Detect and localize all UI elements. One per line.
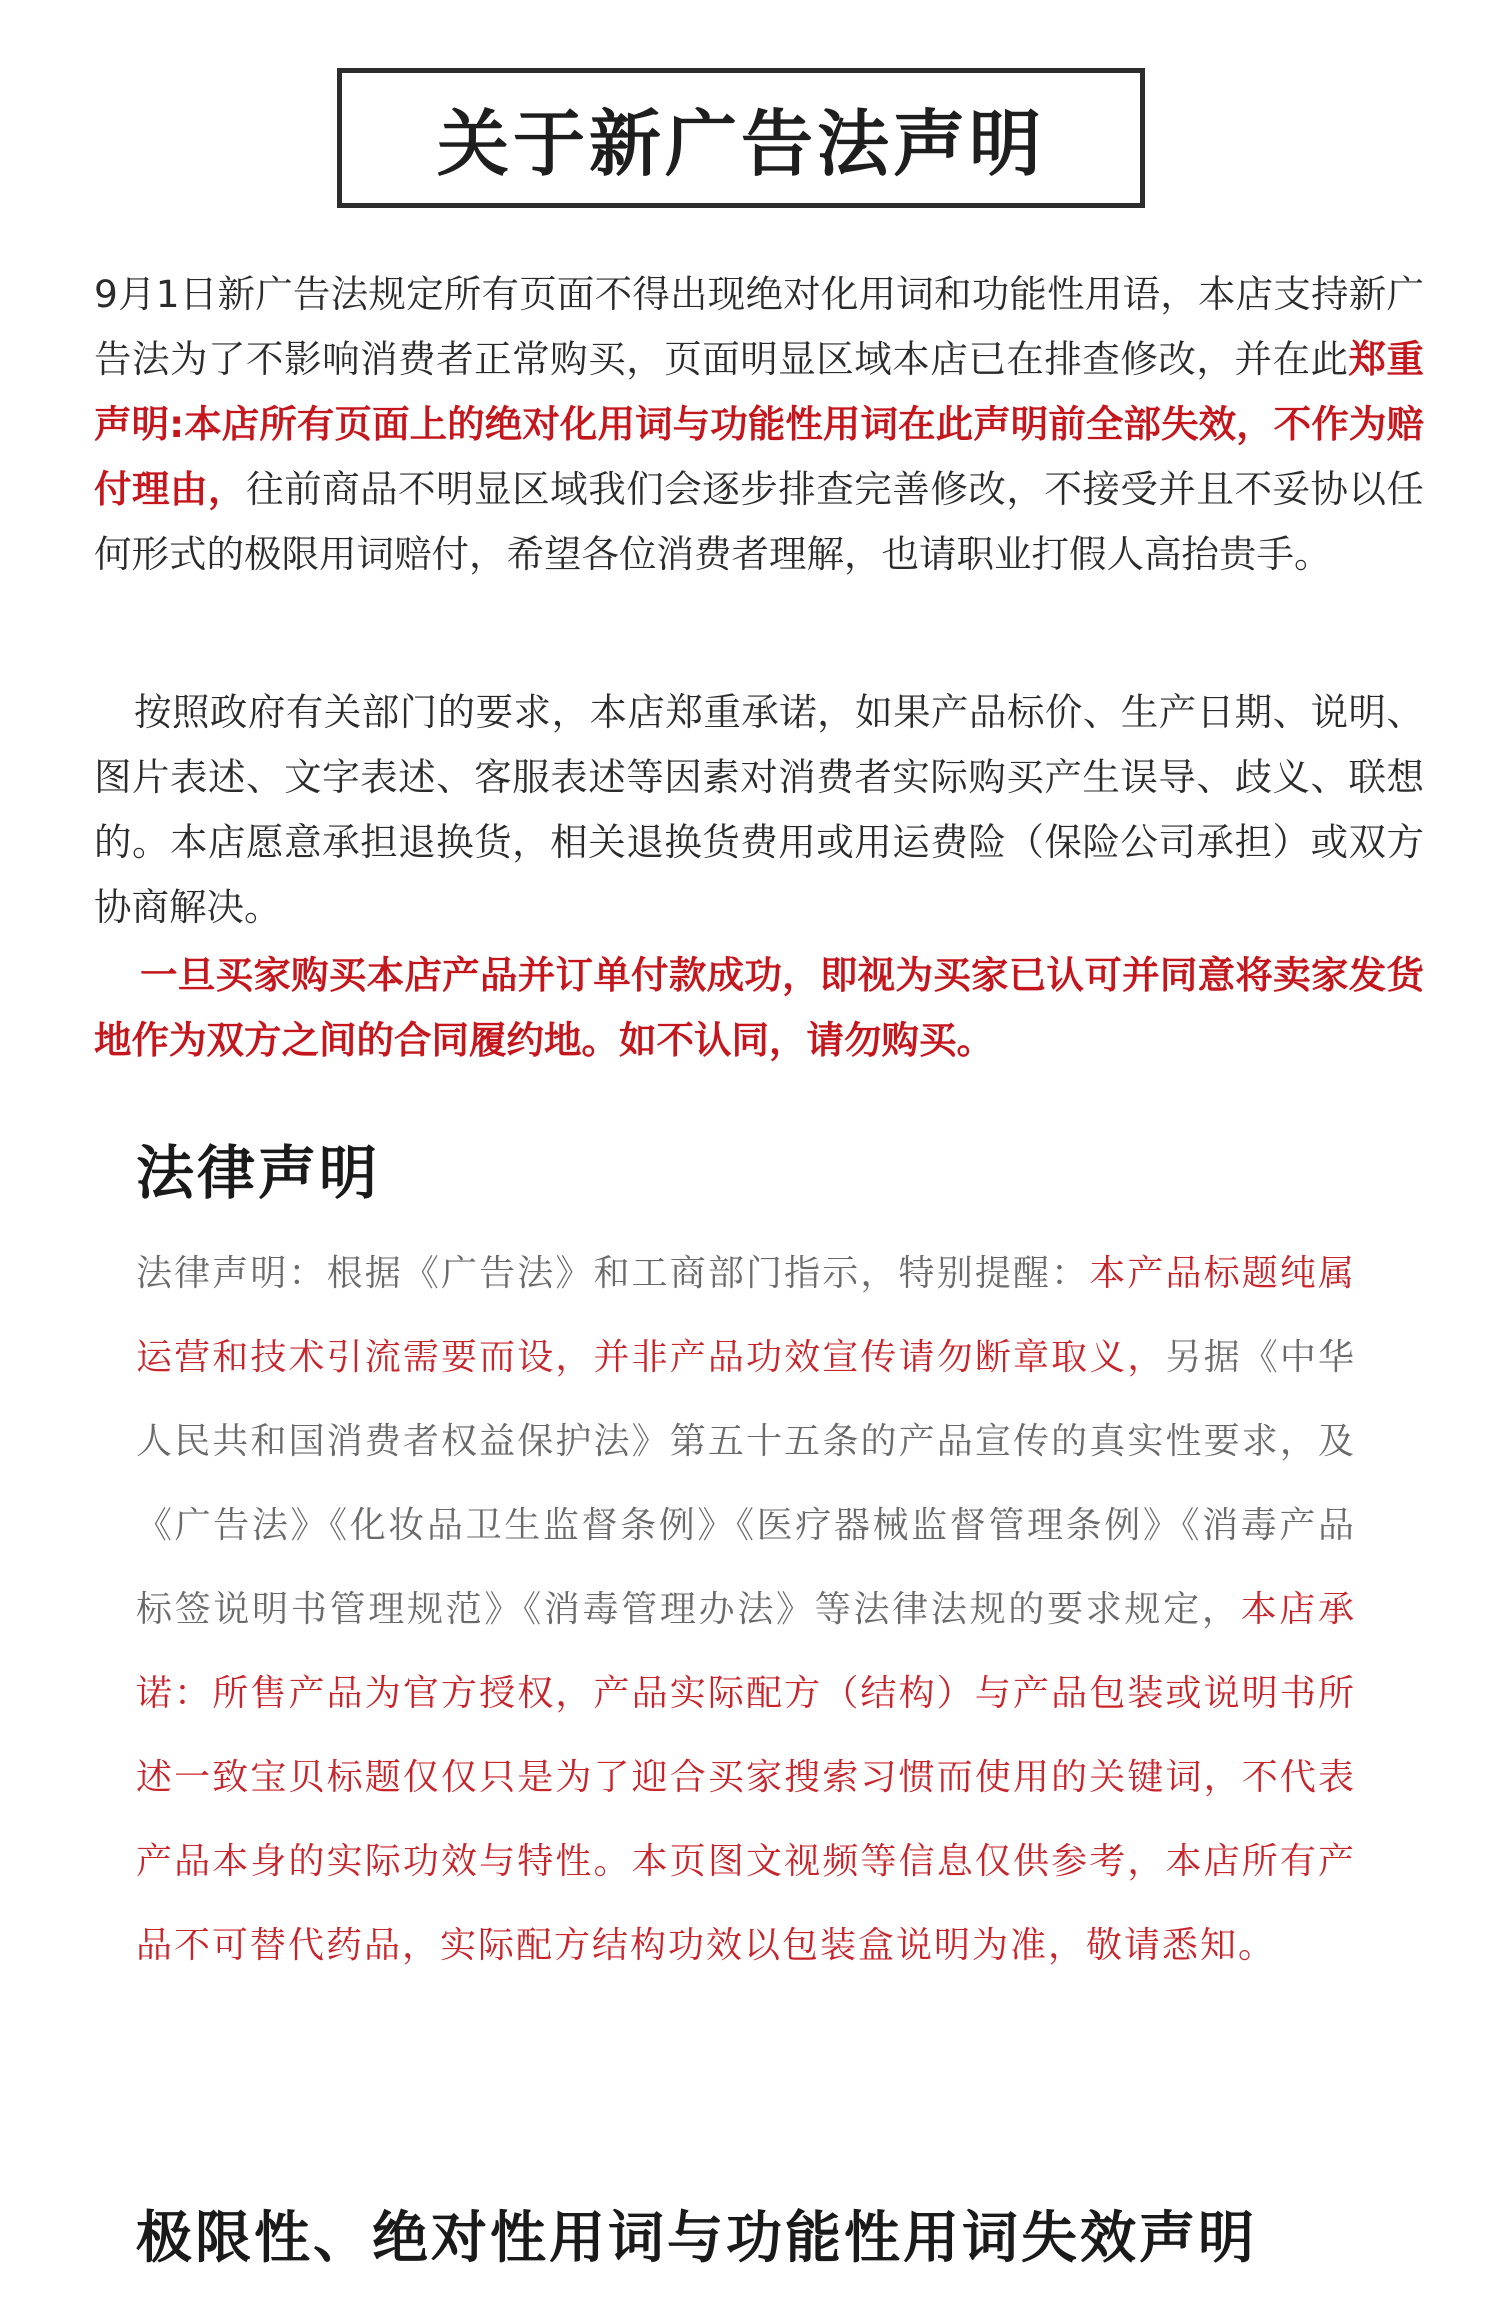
extreme-words-heading: 极限性、绝对性用词与功能性用词失效声明 — [136, 2205, 1257, 2271]
notice-paragraph — [94, 262, 1424, 587]
page-title: 关于新广告法声明 — [436, 102, 1045, 186]
legal-statement — [136, 1232, 1356, 1988]
legal-title-disclaimer: 本产品标题纯属运营和技术引流需要而设，并非产品功效宣传请勿断章取义， — [136, 1253, 1356, 1378]
notice-declaration-red: 郑重声明:本店所有页面上的绝对化用词与功能性用词在此声明前全部失效，不作为赔付理由， — [94, 337, 1424, 511]
notice-text-continued: 往前商品不明显区域我们会逐步排查完善修改，不接受并且不妥协以任何形式的极限用词赔付，希望各位消费者理解，也请职业打假人高抬贵手。 — [94, 467, 1425, 576]
legal-store-promise: 本店承诺：所售产品为官方授权，产品实际配方（结构）与产品包装或说明书所述一致宝贝标题仅仅只是为了迎合买家搜索习惯而使用的关键词，不代表产品本身的实际功效与特性。本页图文视频等信息仅供参考，本店所有产品不可替代药品，实际配方结构功效以包装盒说明为准，敬请悉知。 — [136, 1589, 1356, 1966]
notice-text: 9月1日新广告法规定所有页面不得出现绝对化用词和功能性用语，本店支持新广告法为了不影响消费者正常购买，页面明显区域本店已在排查修改，并在此 — [94, 272, 1424, 381]
legal-intro: 法律声明：根据《广告法》和工商部门指示，特别提醒： — [136, 1253, 1090, 1294]
legal-heading: 法律声明 — [136, 1139, 381, 1207]
commitment-paragraph: 按照政府有关部门的要求，本店郑重承诺，如果产品标价、生产日期、说明、图片表述、文字表述、客服表述等因素对消费者实际购买产生误导、歧义、联想的。本店愿意承担退换货，相关退换货费用或用运费险（保险公司承担）或双方协商解决。 — [94, 690, 1424, 929]
legal-regulations: 另据《中华人民共和国消费者权益保护法》第五十五条的产品宣传的真实性要求，及《广告法》《化妆品卫生监督条例》《医疗器械监督管理条例》《消毒产品标签说明书管理规范》《消毒管理办法》等法律法规的要求规定， — [136, 1337, 1356, 1630]
title-box — [337, 68, 1145, 208]
contract-location-notice: 一旦买家购买本店产品并订单付款成功，即视为买家已认可并同意将卖家发货地作为双方之间的合同履约地。如不认同，请勿购买。 — [94, 953, 1424, 1062]
